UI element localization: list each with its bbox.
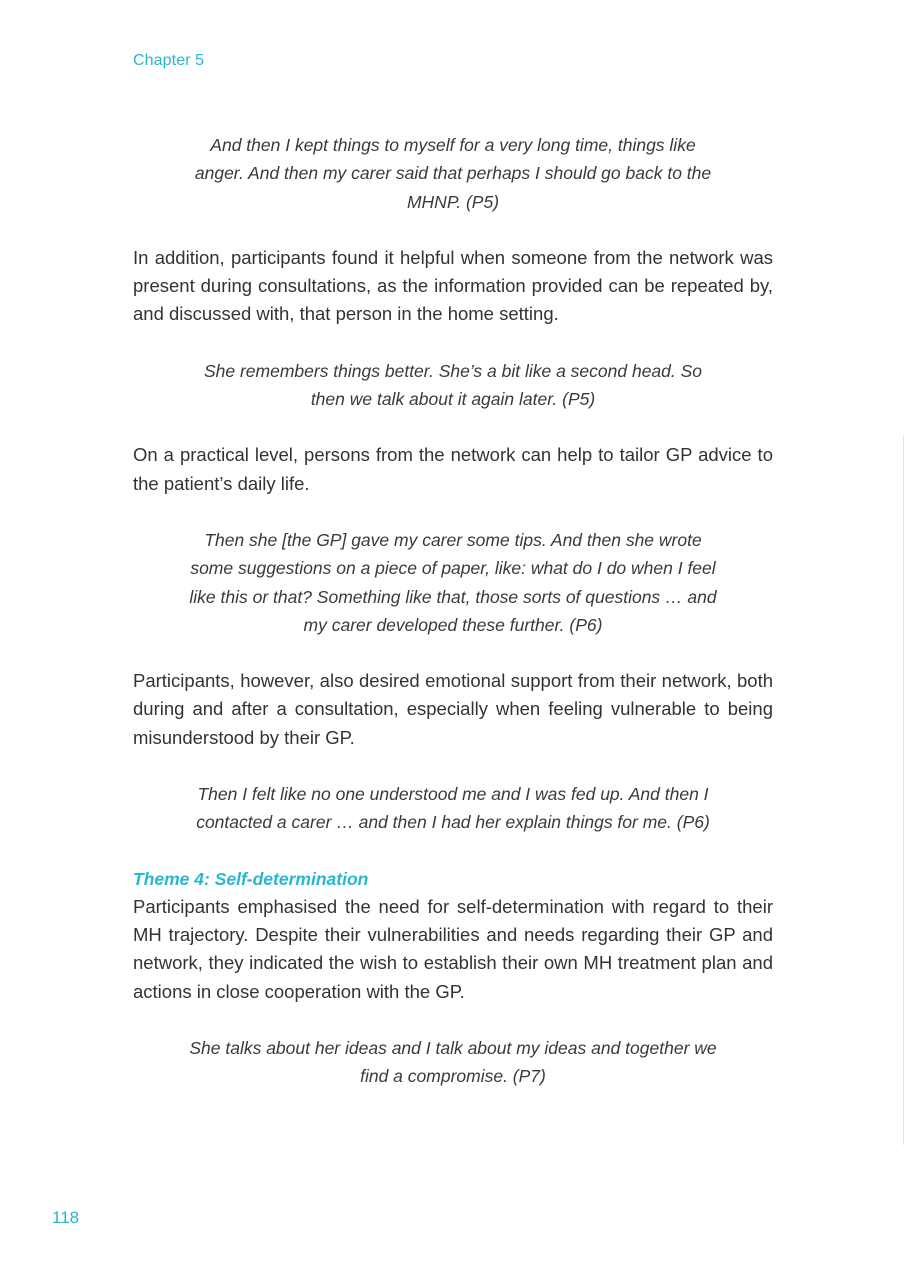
quote-p7-compromise: She talks about her ideas and I talk about my ideas and together we find a compromise. (P7) [189, 1037, 717, 1087]
quote-p5-second-head: She remembers things better. She’s a bit like a second head. So then we talk about it again later. (P5) [203, 360, 703, 410]
paragraph-practical-level: On a practical level, persons from the network can help to tailor GP advice to the patient’s daily life. [133, 444, 773, 494]
page-body [133, 131, 773, 1090]
page-edge-divider [903, 435, 904, 1145]
quote-p6-no-one-understood: Then I felt like no one understood me and I was fed up. And then I contacted a carer … and then I had her explain things for me. (P6) [196, 784, 710, 833]
quote-p5-kept-things: And then I kept things to myself for a very long time, things like anger. And then my carer said that perhaps I should go back to the MHNP. (P5) [194, 135, 712, 212]
page-number: 118 [52, 1208, 80, 1227]
quote-p6-tips: Then she [the GP] gave my carer some tips. And then she wrote some suggestions on a piece of paper, like: what do I do when I feel like this or that? Something like that, those sorts of questions … and my carer developed these further. (P6) [189, 529, 717, 635]
paragraph-emotional-support: Participants, however, also desired emotional support from their network, both during and after a consultation, especially when feeling vulnerable to being misunderstood by their GP. [133, 670, 773, 748]
paragraph-network-present: In addition, participants found it helpful when someone from the network was present during consultations, as the information provided can be repeated by, and discussed with, that person in the home setting. [133, 246, 773, 325]
chapter-label: Chapter 5 [133, 52, 205, 69]
theme-heading: Theme 4: Self-determination [133, 868, 369, 889]
paragraph-self-determination: Participants emphasised the need for self-determination with regard to their MH trajectory. Despite their vulnerabilities and needs regarding their GP and network, they indicated the wish to establish their own MH treatment plan and actions in close cooperation with the GP. [133, 895, 773, 1002]
